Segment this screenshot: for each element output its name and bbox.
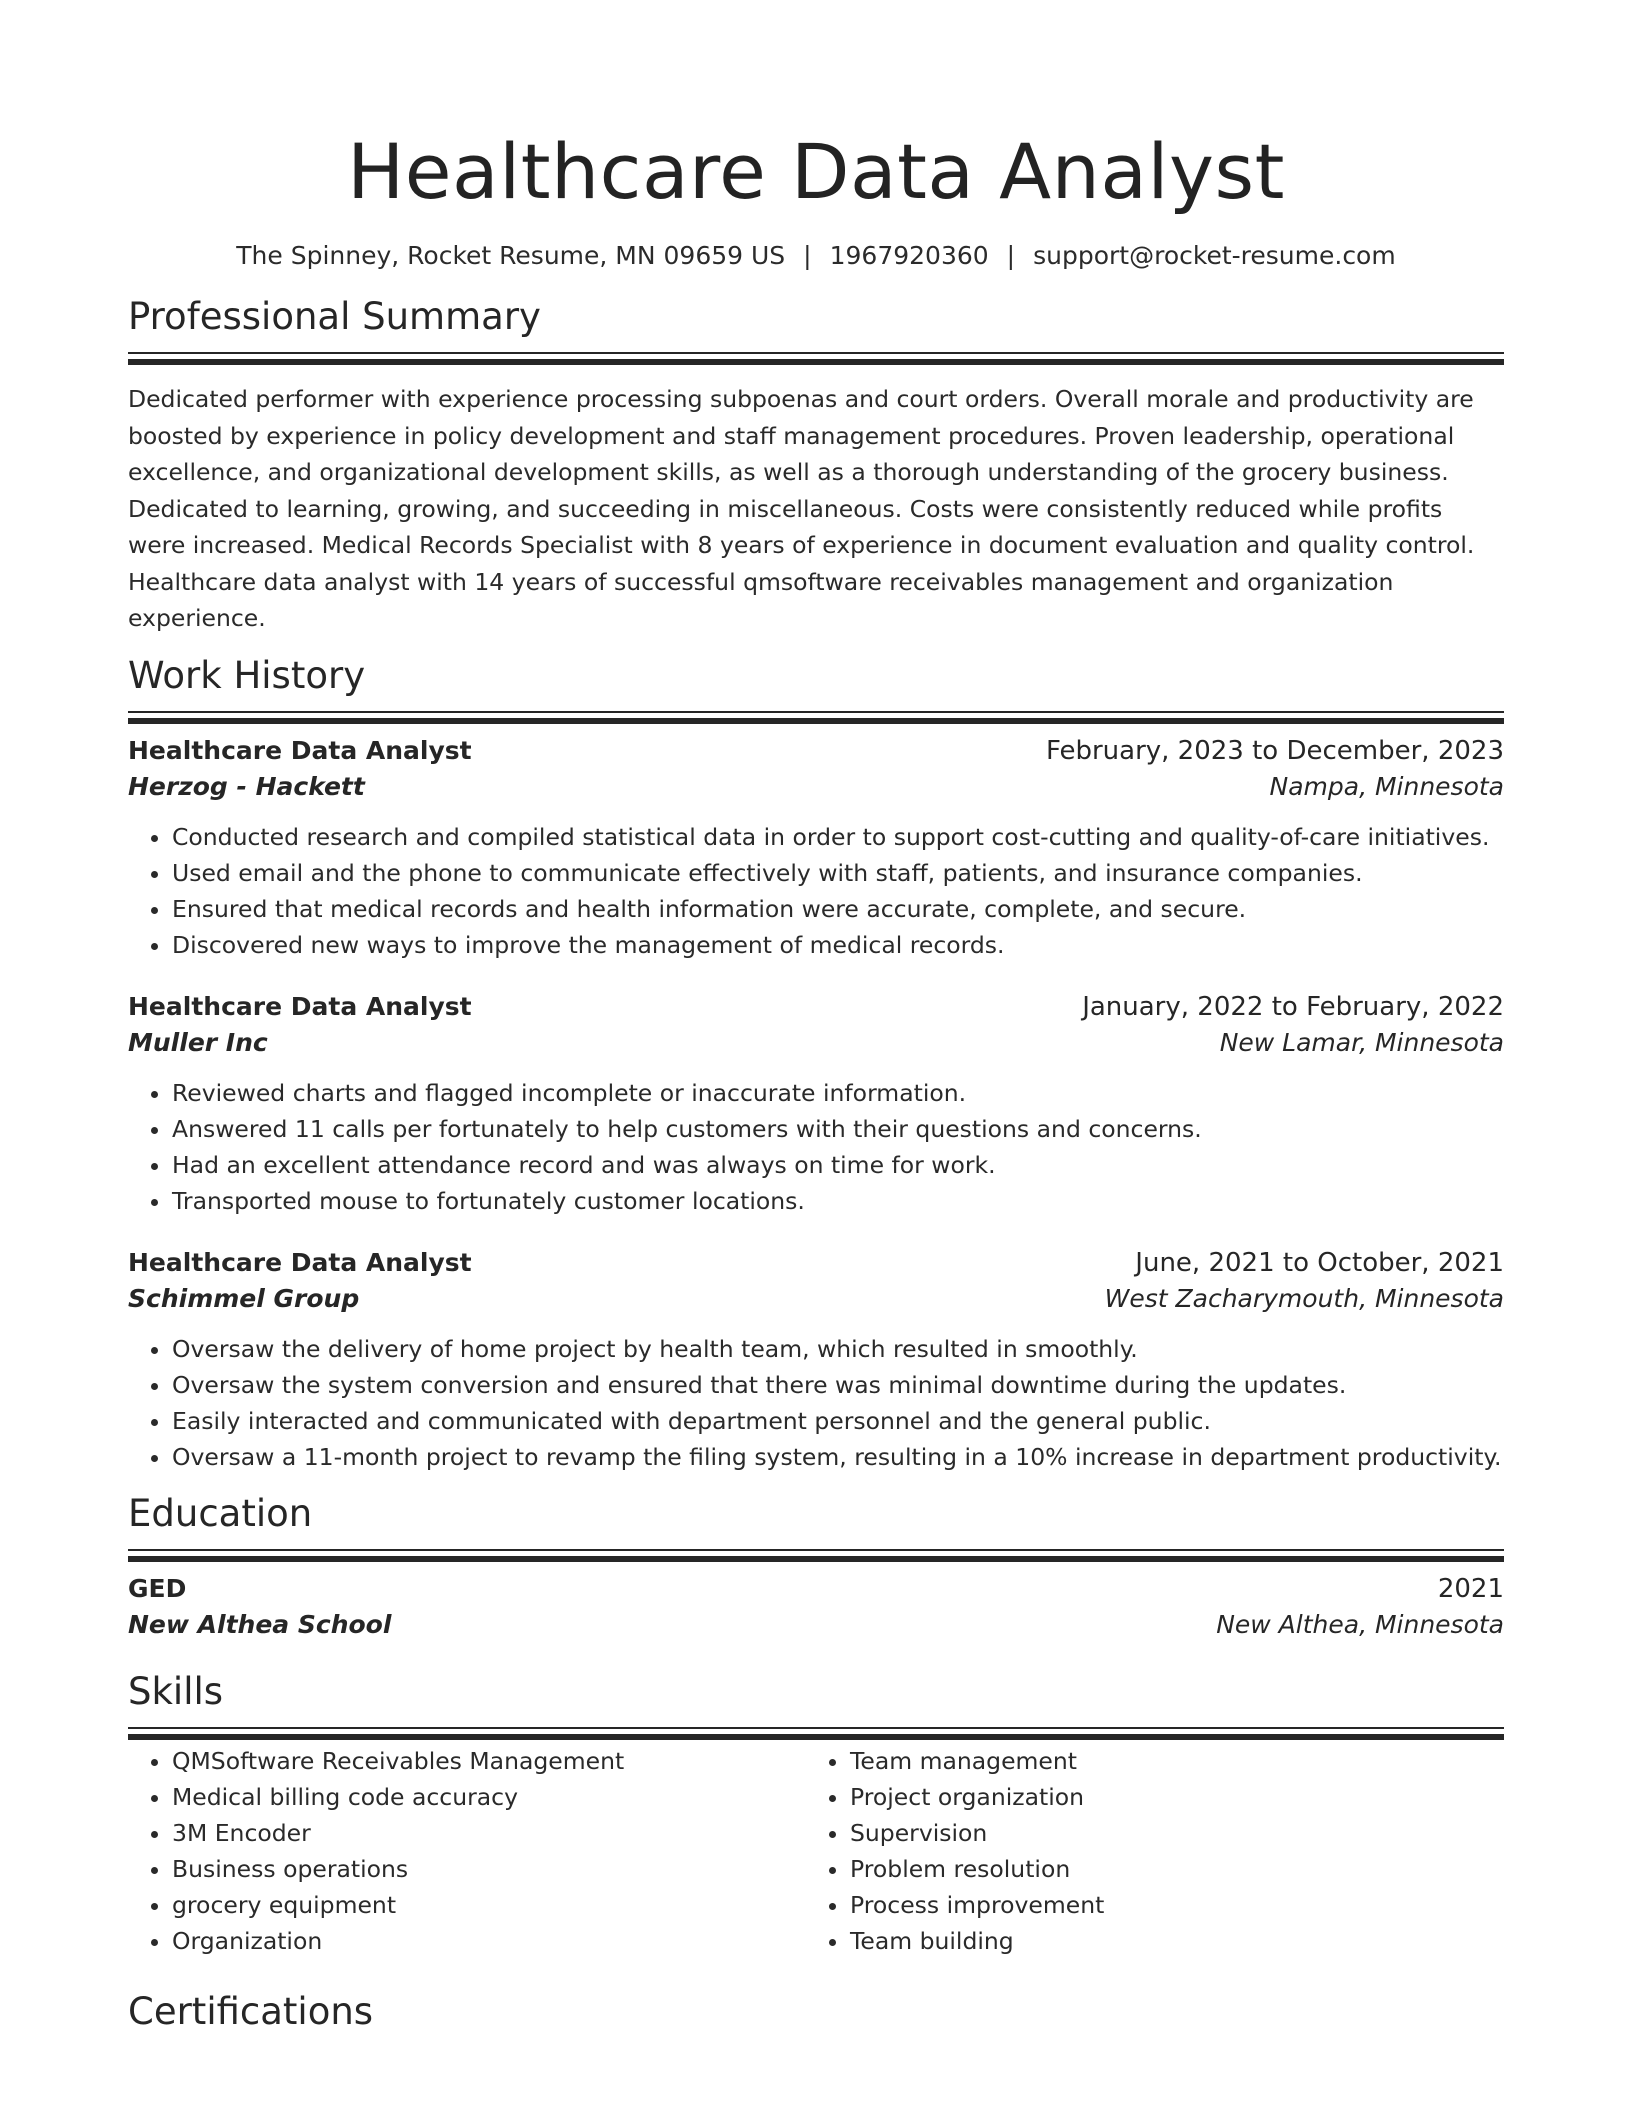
list-item: • Oversaw the delivery of home project by health team, which resulted in smoothly. (172, 1331, 1504, 1367)
list-item: • Medical billing code accuracy (172, 1779, 806, 1815)
job-company: Herzog - Hackett (128, 771, 365, 801)
job-location: Nampa, Minnesota (1269, 771, 1504, 801)
section-title-skills: Skills (128, 1669, 224, 1713)
education-year: 2021 (1437, 1573, 1504, 1604)
list-item: • Process improvement (850, 1887, 1484, 1923)
list-item: • Used email and the phone to communicate effectively with staff, patients, and insurance companies. (172, 855, 1504, 891)
job-company: Muller Inc (128, 1027, 268, 1057)
skills-list-right (806, 1743, 1484, 1959)
summary-section (128, 294, 1504, 637)
section-divider (128, 1727, 1504, 1729)
skills-list-left (128, 1743, 806, 1959)
summary-text: Dedicated performer with experience processing subpoenas and court orders. Overall morale and productivity are boosted by experience in policy development and staff management procedures. Proven leadership, operational excellence, and organizational development skills, as well as a thorough understanding of the grocery business. Dedicated to learning, growing, and succeeding in miscellaneous. Costs were consistently reduced while profits were increased. Medical Records Specialist with 8 years of experience in document evaluation and quality control. Healthcare data analyst with 14 years of successful qmsoftware receivables management and organization experience. (128, 385, 1475, 632)
resume-name: Healthcare Data Analyst (347, 127, 1285, 216)
resume-page (128, 0, 1504, 2035)
list-item: • Project organization (850, 1779, 1484, 1815)
list-item: • Organization (172, 1923, 806, 1959)
job-bullets (128, 1331, 1504, 1475)
section-title-education: Education (128, 1491, 313, 1535)
list-item: • Answered 11 calls per fortunately to help customers with their questions and concerns. (172, 1111, 1504, 1147)
education-entry (128, 1571, 1504, 1643)
list-item: • Oversaw a 11-month project to revamp the filing system, resulting in a 10% increase in department productivity. (172, 1439, 1504, 1475)
education-location: New Althea, Minnesota (1216, 1609, 1504, 1639)
list-item: • Team building (850, 1923, 1484, 1959)
contact-address: The Spinney, Rocket Resume, MN 09659 US (236, 241, 786, 270)
job-company: Schimmel Group (128, 1283, 360, 1313)
work-history-section (128, 653, 1504, 1475)
section-title-certifications: Certifications (128, 1989, 374, 2033)
list-item: • Conducted research and compiled statistical data in order to support cost-cutting and quality-of-care initiatives. (172, 819, 1504, 855)
list-item: • 3M Encoder (172, 1815, 806, 1851)
list-item: • Transported mouse to fortunately customer locations. (172, 1183, 1504, 1219)
job-title: Healthcare Data Analyst (128, 735, 472, 765)
list-item: • QMSoftware Receivables Management (172, 1743, 806, 1779)
education-degree: GED (128, 1573, 187, 1603)
list-item: • grocery equipment (172, 1887, 806, 1923)
job-dates: February, 2023 to December, 2023 (1045, 735, 1504, 766)
job-title: Healthcare Data Analyst (128, 991, 472, 1021)
list-item: • Ensured that medical records and health information were accurate, complete, and secure. (172, 891, 1504, 927)
job-entry (128, 1245, 1504, 1475)
skills-column-right (806, 1743, 1484, 1959)
job-entry (128, 733, 1504, 963)
job-bullets (128, 1075, 1504, 1219)
list-item: • Had an excellent attendance record and was always on time for work. (172, 1147, 1504, 1183)
skills-column-left (128, 1743, 806, 1959)
skills-section (128, 1669, 1504, 1959)
list-item: • Oversaw the system conversion and ensured that there was minimal downtime during the updates. (172, 1367, 1504, 1403)
list-item: • Team management (850, 1743, 1484, 1779)
education-school: New Althea School (128, 1609, 392, 1639)
job-location: West Zacharymouth, Minnesota (1104, 1283, 1504, 1313)
section-divider (128, 352, 1504, 354)
job-location: New Lamar, Minnesota (1219, 1027, 1504, 1057)
contact-phone: 1967920360 (829, 241, 989, 270)
contact-line (128, 240, 1504, 272)
skills-columns (128, 1743, 1504, 1959)
job-dates: January, 2022 to February, 2022 (1082, 991, 1504, 1022)
contact-separator: | (1006, 241, 1016, 270)
section-title-work-history: Work History (128, 653, 366, 697)
list-item: • Easily interacted and communicated with department personnel and the general public. (172, 1403, 1504, 1439)
job-title: Healthcare Data Analyst (128, 1247, 472, 1277)
list-item: • Problem resolution (850, 1851, 1484, 1887)
job-entry (128, 989, 1504, 1219)
section-title-summary: Professional Summary (128, 295, 541, 338)
contact-separator: | (803, 241, 812, 270)
contact-email: support@rocket-resume.com (1033, 241, 1396, 270)
education-section (128, 1491, 1504, 1643)
list-item: • Reviewed charts and flagged incomplete or inaccurate information. (172, 1075, 1504, 1111)
job-bullets (128, 819, 1504, 963)
job-dates: June, 2021 to October, 2021 (1135, 1247, 1504, 1278)
list-item: • Discovered new ways to improve the management of medical records. (172, 927, 1504, 963)
list-item: • Business operations (172, 1851, 806, 1887)
section-divider (128, 711, 1504, 713)
list-item: • Supervision (850, 1815, 1484, 1851)
section-divider (128, 1549, 1504, 1551)
certifications-section (128, 1989, 1504, 2035)
